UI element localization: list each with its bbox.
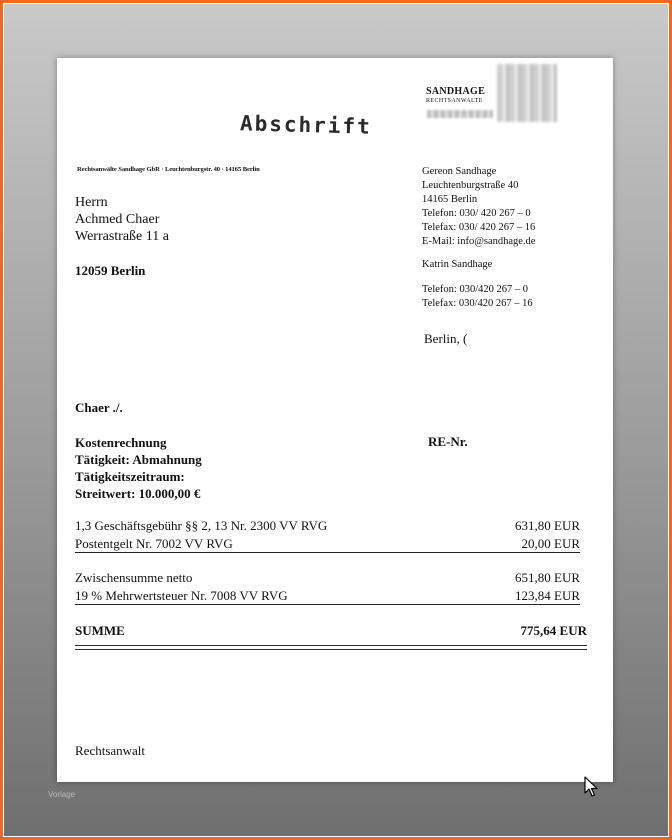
firm-street: Leuchtenburgstraße 40: [422, 180, 519, 191]
letter-date: Berlin, (: [424, 331, 468, 346]
invoice-title: Kostenrechnung: [75, 435, 167, 450]
total-label: SUMME: [75, 623, 125, 638]
recipient-name: Achmed Chaer: [75, 212, 160, 227]
firm-phone: Telefon: 030/ 420 267 – 0: [422, 208, 531, 219]
contact-block: [422, 165, 535, 249]
copy-stamp: Abschrift: [239, 111, 373, 139]
total-amount: 775,64 EUR: [520, 623, 587, 638]
redacted-logo: [497, 64, 557, 122]
line-item-label: Postentgelt Nr. 7002 VV RVG: [75, 536, 580, 553]
recipient-city: 12059 Berlin: [75, 263, 146, 278]
mouse-cursor-icon: [584, 776, 598, 798]
invoice-document: [57, 58, 613, 782]
lawyer-name: Gereon Sandhage: [422, 166, 497, 177]
total-double-rule: [75, 645, 587, 650]
line-item-amount: 651,80 EUR: [515, 570, 580, 585]
second-phone: Telefon: 030/420 267 – 0: [422, 284, 528, 295]
line-item-label: Zwischensumme netto: [75, 570, 193, 585]
line-item-label: 19 % Mehrwertsteuer Nr. 7008 VV RVG: [75, 588, 580, 605]
line-item-amount: 631,80 EUR: [515, 518, 580, 533]
redacted-text: [427, 110, 493, 118]
signature-title: Rechtsanwalt: [75, 743, 146, 758]
case-reference: Chaer ./.: [75, 400, 123, 415]
second-fax: Telefax: 030/420 267 – 16: [422, 298, 533, 309]
firm-city: 14165 Berlin: [422, 194, 478, 205]
line-item-amount: 20,00 EUR: [521, 536, 580, 551]
invoice-period: Tätigkeitszeitraum:: [75, 469, 185, 484]
firm-email: E-Mail: info@sandhage.de: [422, 236, 536, 247]
invoice-number-label: RE-Nr.: [428, 434, 468, 449]
letterhead-subtitle: RECHTSANWALTE: [426, 98, 483, 104]
line-item-amount: 123,84 EUR: [515, 588, 580, 603]
second-lawyer-contact: [422, 283, 533, 311]
line-item-label: 1,3 Geschäftsgebühr §§ 2, 13 Nr. 2300 VV RVG: [75, 518, 328, 533]
watermark: Vorlage: [48, 790, 76, 799]
sender-line: Rechtsanwälte Sandhage GbR · Leuchtenburgstr. 40 · 14165 Berlin: [77, 166, 260, 173]
firm-fax: Telefax: 030/ 420 267 – 16: [422, 222, 536, 233]
letterhead-name: SANDHAGE: [426, 86, 486, 97]
recipient-salutation: Herrn: [75, 195, 108, 210]
invoice-header: [75, 434, 202, 502]
invoice-activity: Tätigkeit: Abmahnung: [75, 452, 202, 467]
invoice-value: Streitwert: 10.000,00 €: [75, 486, 201, 501]
recipient-address: [75, 194, 169, 245]
second-lawyer-name: Katrin Sandhage: [422, 259, 493, 270]
recipient-street: Werrastraße 11 a: [75, 229, 169, 244]
